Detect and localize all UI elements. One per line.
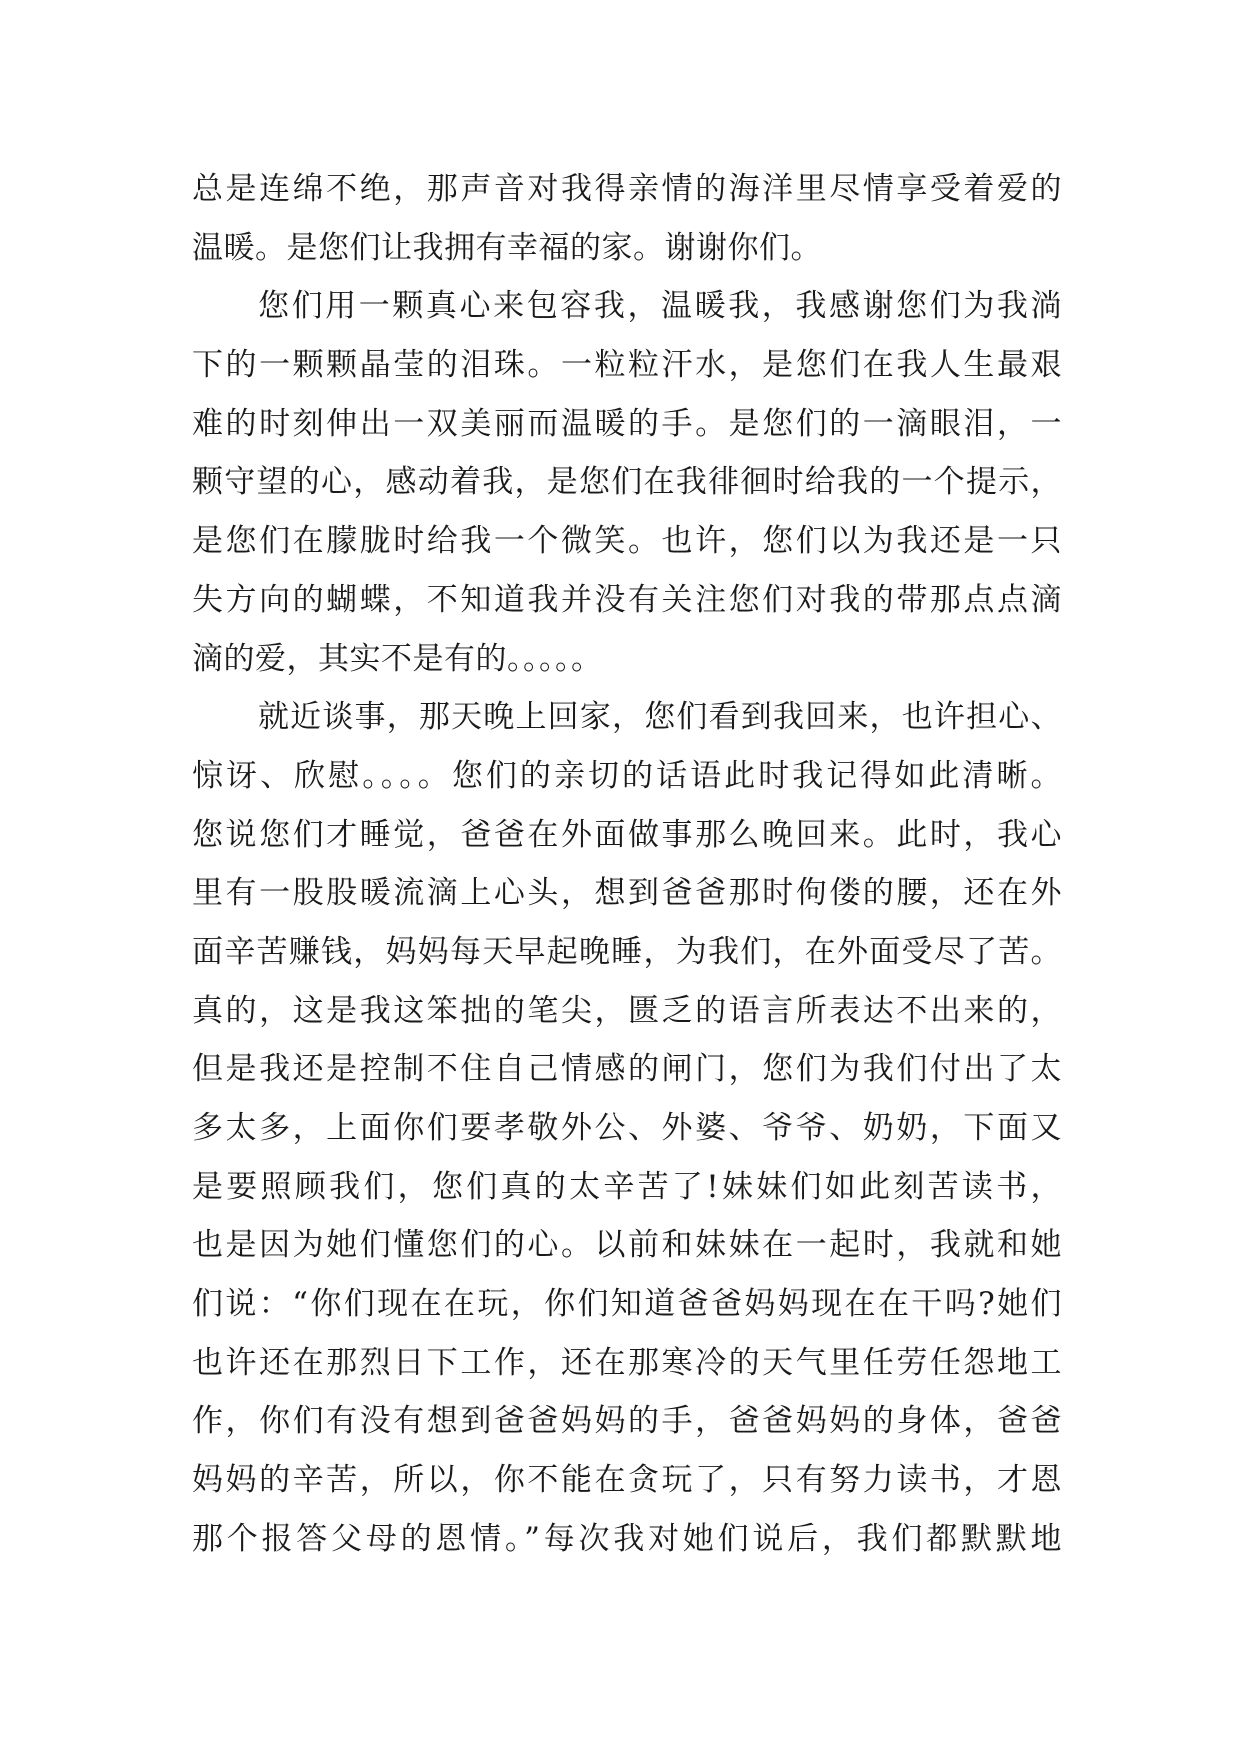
text-line: 里有一股股暖流滴上心头，想到爸爸那时佝偻的腰，还在外 (192, 875, 1062, 912)
text-line: 颗守望的心，感动着我，是您们在我徘徊时给我的一个提示， (192, 464, 1062, 501)
text-line: 是要照顾我们，您们真的太辛苦了!妹妹们如此刻苦读书， (192, 1168, 1062, 1205)
paragraph-first-line: 您们用一颗真心来包容我，温暖我，我感谢您们为我淌 (258, 288, 1062, 325)
text-line: 惊讶、欣慰。。。。您们的亲切的话语此时我记得如此清晰。 (192, 757, 1062, 794)
text-line: 也许还在那烈日下工作，还在那寒冷的天气里任劳任怨地工 (192, 1344, 1062, 1381)
paragraph-first-line: 就近谈事，那天晚上回家，您们看到我回来，也许担心、 (258, 699, 1062, 736)
text-line: 那个报答父母的恩情。”每次我对她们说后，我们都默默地 (192, 1520, 1062, 1557)
text-line: 多太多，上面你们要孝敬外公、外婆、爷爷、奶奶，下面又 (192, 1110, 1062, 1146)
text-line: 面辛苦赚钱，妈妈每天早起晚睡，为我们，在外面受尽了苦。 (192, 933, 1062, 970)
text-line: 作，你们有没有想到爸爸妈妈的手，爸爸妈妈的身体，爸爸 (192, 1403, 1062, 1440)
text-line: 妈妈的辛苦，所以，你不能在贪玩了，只有努力读书，才恩 (192, 1462, 1062, 1499)
text-line: 们说：“你们现在在玩，你们知道爸爸妈妈现在在干吗?她们 (192, 1286, 1062, 1323)
text-line: 但是我还是控制不住自己情感的闸门，您们为我们付出了太 (192, 1051, 1062, 1088)
text-line: 失方向的蝴蝶，不知道我并没有关注您们对我的带那点点滴 (192, 581, 1062, 618)
text-line: 也是因为她们懂您们的心。以前和妹妹在一起时，我就和她 (192, 1227, 1062, 1264)
text-line: 温暖。是您们让我拥有幸福的家。谢谢你们。 (192, 229, 822, 266)
text-line: 真的，这是我这笨拙的笔尖，匮乏的语言所表达不出来的， (192, 992, 1062, 1029)
text-line: 是您们在朦胧时给我一个微笑。也许，您们以为我还是一只 (192, 523, 1062, 560)
text-line: 下的一颗颗晶莹的泪珠。一粒粒汗水，是您们在我人生最艰 (192, 347, 1062, 384)
text-line: 总是连绵不绝，那声音对我得亲情的海洋里尽情享受着爱的 (192, 171, 1062, 207)
text-line: 您说您们才睡觉，爸爸在外面做事那么晚回来。此时，我心 (192, 816, 1062, 853)
text-line: 难的时刻伸出一双美丽而温暖的手。是您们的一滴眼泪，一 (192, 405, 1062, 442)
body-text (192, 160, 1062, 1569)
text-line: 滴的爱，其实不是有的。。。。。 (192, 640, 603, 677)
